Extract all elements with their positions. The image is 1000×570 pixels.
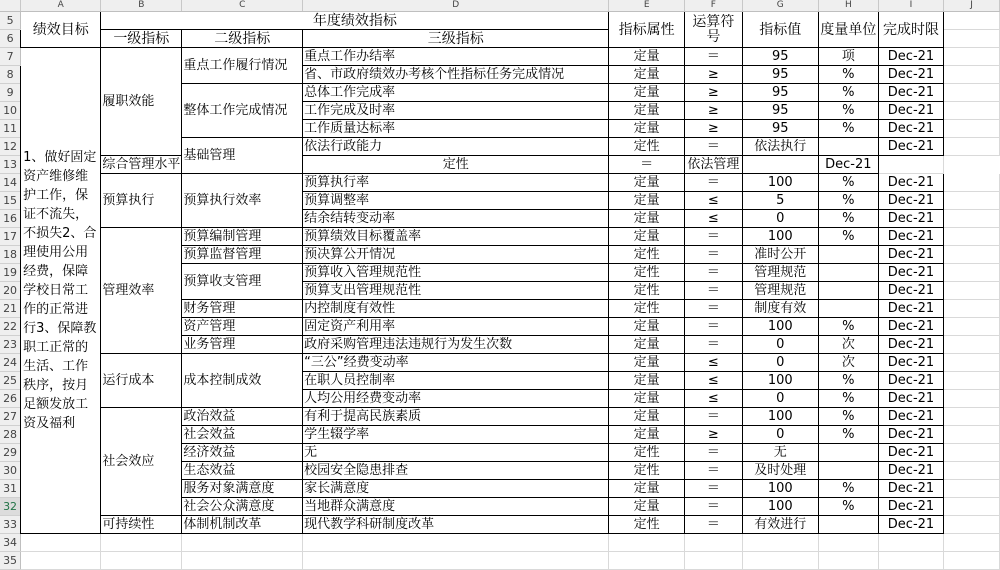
sheet-row — [0, 12, 1000, 30]
value-cell[interactable]: 95 — [742, 66, 818, 84]
attr-cell[interactable]: 定量 — [609, 426, 685, 444]
deadline-cell[interactable]: Dec-21 — [878, 354, 943, 372]
row-header[interactable]: 31 — [0, 480, 21, 498]
level3-indicator-cell[interactable]: 预算绩效目标覆盖率 — [303, 228, 609, 246]
deadline-cell[interactable]: Dec-21 — [878, 120, 943, 138]
value-cell[interactable]: 100 — [742, 174, 818, 192]
level3-indicator-cell[interactable]: 家长满意度 — [303, 480, 609, 498]
empty-cell[interactable] — [944, 138, 1000, 156]
deadline-cell[interactable]: Dec-21 — [878, 192, 943, 210]
attr-cell[interactable]: 定量 — [609, 66, 685, 84]
empty-cell[interactable] — [944, 30, 1000, 48]
deadline-cell[interactable]: Dec-21 — [878, 444, 943, 462]
row-header[interactable]: 25 — [0, 372, 21, 390]
level3-indicator-cell[interactable]: 预算收入管理规范性 — [303, 264, 609, 282]
row-header[interactable]: 22 — [0, 318, 21, 336]
level3-indicator-cell[interactable]: 当地群众满意度 — [303, 498, 609, 516]
row-header[interactable]: 23 — [0, 336, 21, 354]
deadline-cell[interactable]: Dec-21 — [878, 516, 943, 534]
empty-cell[interactable] — [944, 84, 1000, 102]
empty-cell[interactable] — [944, 534, 1000, 552]
operator-cell[interactable]: ≥ — [684, 120, 742, 138]
operator-header[interactable]: 运算符号 — [684, 12, 742, 48]
value-cell[interactable]: 0 — [742, 426, 818, 444]
unit-cell[interactable] — [818, 138, 878, 156]
attr-cell[interactable]: 定性 — [609, 300, 685, 318]
unit-cell[interactable]: 次 — [818, 354, 878, 372]
deadline-cell[interactable]: Dec-21 — [878, 426, 943, 444]
value-cell[interactable]: 95 — [742, 84, 818, 102]
level3-indicator-cell[interactable]: 依法行政能力 — [303, 138, 609, 156]
row-header[interactable]: 35 — [0, 552, 21, 570]
attr-cell[interactable]: 定量 — [609, 318, 685, 336]
goal-text-cell[interactable]: 1、做好固定资产维修维护工作，保证不流失，不损失2、合理使用公用经费，保障学校日常工作的正常进行3、保障教职工正常的生活、工作秩序，按月足额发放工资及福利 — [21, 48, 101, 534]
attr-cell[interactable]: 定性 — [609, 282, 685, 300]
unit-cell[interactable] — [818, 462, 878, 480]
row-header[interactable]: 16 — [0, 210, 21, 228]
value-cell[interactable]: 无 — [742, 444, 818, 462]
value-cell[interactable]: 管理规范 — [742, 282, 818, 300]
value-cell[interactable]: 制度有效 — [742, 300, 818, 318]
level3-indicator-cell[interactable]: 省、市政府绩效办考核个性指标任务完成情况 — [303, 66, 609, 84]
unit-cell[interactable]: % — [818, 480, 878, 498]
level2-indicator-cell[interactable]: 预算执行效率 — [182, 174, 303, 228]
empty-cell[interactable] — [303, 534, 609, 552]
row-header[interactable]: 9 — [0, 84, 21, 102]
unit-cell[interactable]: % — [818, 174, 878, 192]
operator-cell[interactable]: ≤ — [684, 390, 742, 408]
attr-cell[interactable]: 定量 — [609, 210, 685, 228]
level3-indicator-cell[interactable]: 人均公用经费变动率 — [303, 390, 609, 408]
table-row — [0, 174, 1000, 192]
row-header[interactable]: 7 — [0, 48, 21, 66]
empty-cell[interactable] — [878, 552, 943, 570]
value-cell[interactable]: 100 — [742, 372, 818, 390]
level3-header[interactable]: 三级指标 — [303, 30, 609, 48]
attr-cell[interactable]: 定量 — [609, 408, 685, 426]
unit-cell[interactable]: % — [818, 66, 878, 84]
level2-indicator-cell[interactable]: 体制机制改革 — [182, 516, 303, 534]
unit-cell[interactable]: % — [818, 372, 878, 390]
table-row — [0, 156, 1000, 174]
empty-cell[interactable] — [818, 534, 878, 552]
empty-cell[interactable] — [944, 282, 1000, 300]
unit-cell[interactable]: 次 — [818, 336, 878, 354]
value-header[interactable]: 指标值 — [742, 12, 818, 48]
level3-indicator-cell[interactable]: 有利于提高民族素质 — [303, 408, 609, 426]
deadline-cell[interactable]: Dec-21 — [878, 408, 943, 426]
deadline-cell[interactable]: Dec-21 — [878, 390, 943, 408]
empty-cell[interactable] — [944, 102, 1000, 120]
empty-cell[interactable] — [944, 210, 1000, 228]
attr-cell[interactable]: 定量 — [609, 102, 685, 120]
empty-cell[interactable] — [944, 174, 1000, 192]
level2-indicator-cell[interactable]: 社会公众满意度 — [182, 498, 303, 516]
operator-cell[interactable]: ＝ — [684, 516, 742, 534]
operator-cell[interactable]: ＝ — [684, 318, 742, 336]
level1-indicator-cell[interactable]: 运行成本 — [101, 354, 182, 408]
column-header-H[interactable]: H — [818, 0, 878, 12]
empty-cell[interactable] — [944, 390, 1000, 408]
unit-cell[interactable]: % — [818, 426, 878, 444]
level1-header[interactable]: 一级指标 — [101, 30, 182, 48]
attr-cell[interactable]: 定性 — [609, 246, 685, 264]
empty-cell[interactable] — [684, 552, 742, 570]
level1-indicator-cell[interactable]: 社会效应 — [101, 408, 182, 516]
annual-indicator-header[interactable]: 年度绩效指标 — [101, 12, 609, 30]
operator-cell[interactable]: ＝ — [684, 498, 742, 516]
table-row — [0, 516, 1000, 534]
attr-cell[interactable]: 定量 — [609, 498, 685, 516]
operator-cell[interactable]: ＝ — [684, 300, 742, 318]
row-header[interactable]: 18 — [0, 246, 21, 264]
attr-cell[interactable]: 定量 — [609, 372, 685, 390]
column-header-I[interactable]: I — [878, 0, 943, 12]
empty-cell[interactable] — [609, 552, 685, 570]
value-cell[interactable]: 0 — [742, 210, 818, 228]
attr-cell[interactable]: 定量 — [609, 228, 685, 246]
level2-indicator-cell[interactable]: 重点工作履行情况 — [182, 48, 303, 84]
empty-cell[interactable] — [944, 192, 1000, 210]
attr-cell[interactable]: 定性 — [303, 156, 609, 174]
value-cell[interactable]: 95 — [742, 48, 818, 66]
attr-cell[interactable]: 定量 — [609, 354, 685, 372]
empty-cell[interactable] — [182, 552, 303, 570]
attr-cell[interactable]: 定性 — [609, 444, 685, 462]
row-header[interactable]: 13 — [0, 156, 21, 174]
operator-cell[interactable]: ≤ — [684, 192, 742, 210]
deadline-cell[interactable]: Dec-21 — [878, 264, 943, 282]
empty-cell[interactable] — [944, 228, 1000, 246]
deadline-cell[interactable]: Dec-21 — [878, 480, 943, 498]
select-all-corner[interactable] — [0, 0, 21, 12]
value-cell[interactable]: 依法管理 — [684, 156, 742, 174]
row-header[interactable]: 28 — [0, 426, 21, 444]
unit-cell[interactable] — [818, 246, 878, 264]
row-header[interactable]: 34 — [0, 534, 21, 552]
unit-cell[interactable] — [818, 444, 878, 462]
operator-cell[interactable]: ＝ — [684, 282, 742, 300]
unit-cell[interactable] — [742, 156, 818, 174]
unit-cell[interactable]: 项 — [818, 48, 878, 66]
attr-cell[interactable]: 定量 — [609, 390, 685, 408]
operator-cell[interactable]: ≤ — [684, 354, 742, 372]
value-cell[interactable]: 5 — [742, 192, 818, 210]
operator-cell[interactable]: ≥ — [684, 66, 742, 84]
empty-cell[interactable] — [21, 552, 101, 570]
unit-cell[interactable]: % — [818, 228, 878, 246]
unit-cell[interactable]: % — [818, 120, 878, 138]
row-header[interactable]: 20 — [0, 282, 21, 300]
goal-header[interactable]: 绩效目标 — [21, 12, 101, 48]
deadline-cell[interactable]: Dec-21 — [878, 498, 943, 516]
deadline-cell[interactable]: Dec-21 — [878, 138, 943, 156]
level3-indicator-cell[interactable]: 内控制度有效性 — [303, 300, 609, 318]
deadline-cell[interactable]: Dec-21 — [818, 156, 878, 174]
level3-indicator-cell[interactable]: 工作质量达标率 — [303, 120, 609, 138]
operator-cell[interactable]: ＝ — [684, 138, 742, 156]
deadline-cell[interactable]: Dec-21 — [878, 300, 943, 318]
level2-indicator-cell[interactable]: 整体工作完成情况 — [182, 84, 303, 138]
value-cell[interactable]: 100 — [742, 498, 818, 516]
row-header[interactable]: 32 — [0, 498, 21, 516]
value-cell[interactable]: 0 — [742, 390, 818, 408]
operator-cell[interactable]: ≥ — [684, 102, 742, 120]
level3-indicator-cell[interactable]: 政府采购管理违法违规行为发生次数 — [303, 336, 609, 354]
empty-cell[interactable] — [182, 534, 303, 552]
unit-cell[interactable] — [818, 300, 878, 318]
row-header[interactable]: 6 — [0, 30, 21, 48]
level1-indicator-cell[interactable]: 管理效率 — [101, 228, 182, 354]
sheet-row — [0, 534, 1000, 552]
level2-indicator-cell[interactable]: 财务管理 — [182, 300, 303, 318]
level1-indicator-cell[interactable]: 可持续性 — [101, 516, 182, 534]
deadline-cell[interactable]: Dec-21 — [878, 336, 943, 354]
column-header-F[interactable]: F — [684, 0, 742, 12]
operator-cell[interactable]: ≥ — [684, 426, 742, 444]
empty-cell[interactable] — [101, 534, 182, 552]
attr-cell[interactable]: 定量 — [609, 192, 685, 210]
operator-cell[interactable]: ≥ — [684, 84, 742, 102]
row-header[interactable]: 33 — [0, 516, 21, 534]
operator-cell[interactable]: ＝ — [684, 174, 742, 192]
empty-cell[interactable] — [684, 534, 742, 552]
column-header-A[interactable]: A — [21, 0, 101, 12]
unit-cell[interactable]: % — [818, 390, 878, 408]
empty-cell[interactable] — [878, 534, 943, 552]
row-header[interactable]: 11 — [0, 120, 21, 138]
operator-cell[interactable]: ≤ — [684, 210, 742, 228]
empty-cell[interactable] — [944, 318, 1000, 336]
sheet-row — [0, 552, 1000, 570]
row-header[interactable]: 29 — [0, 444, 21, 462]
level3-indicator-cell[interactable]: 校园安全隐患排查 — [303, 462, 609, 480]
row-header[interactable]: 8 — [0, 66, 21, 84]
empty-cell[interactable] — [742, 552, 818, 570]
level2-indicator-cell[interactable]: 生态效益 — [182, 462, 303, 480]
table-row — [0, 408, 1000, 426]
empty-cell[interactable] — [944, 408, 1000, 426]
level2-indicator-cell[interactable]: 成本控制成效 — [182, 354, 303, 408]
unit-cell[interactable] — [818, 516, 878, 534]
unit-cell[interactable]: % — [818, 102, 878, 120]
deadline-cell[interactable]: Dec-21 — [878, 174, 943, 192]
empty-cell[interactable] — [944, 498, 1000, 516]
value-cell[interactable]: 管理规范 — [742, 264, 818, 282]
empty-cell[interactable] — [944, 444, 1000, 462]
level3-indicator-cell[interactable]: 预算支出管理规范性 — [303, 282, 609, 300]
value-cell[interactable]: 100 — [742, 228, 818, 246]
unit-cell[interactable]: % — [818, 192, 878, 210]
deadline-cell[interactable]: Dec-21 — [878, 282, 943, 300]
empty-cell[interactable] — [101, 552, 182, 570]
empty-cell[interactable] — [303, 552, 609, 570]
empty-cell[interactable] — [944, 66, 1000, 84]
attr-header[interactable]: 指标属性 — [609, 12, 685, 48]
row-header[interactable]: 12 — [0, 138, 21, 156]
attr-cell[interactable]: 定量 — [609, 48, 685, 66]
row-header[interactable]: 10 — [0, 102, 21, 120]
row-header[interactable]: 24 — [0, 354, 21, 372]
attr-cell[interactable]: 定性 — [609, 264, 685, 282]
empty-cell[interactable] — [944, 336, 1000, 354]
empty-cell[interactable] — [944, 354, 1000, 372]
unit-cell[interactable]: % — [818, 408, 878, 426]
level3-indicator-cell[interactable]: 无 — [303, 444, 609, 462]
unit-cell[interactable] — [818, 264, 878, 282]
column-header-J[interactable]: J — [944, 0, 1000, 12]
value-cell[interactable]: 0 — [742, 336, 818, 354]
attr-cell[interactable]: 定量 — [609, 120, 685, 138]
empty-cell[interactable] — [944, 12, 1000, 30]
attr-cell[interactable]: 定性 — [609, 138, 685, 156]
level2-indicator-cell[interactable]: 资产管理 — [182, 318, 303, 336]
level2-indicator-cell[interactable]: 业务管理 — [182, 336, 303, 354]
empty-cell[interactable] — [944, 426, 1000, 444]
row-header[interactable]: 30 — [0, 462, 21, 480]
empty-cell[interactable] — [944, 552, 1000, 570]
level3-indicator-cell[interactable]: 总体工作完成率 — [303, 84, 609, 102]
operator-cell[interactable]: ＝ — [684, 462, 742, 480]
level3-indicator-cell[interactable]: 在职人员控制率 — [303, 372, 609, 390]
level3-indicator-cell[interactable]: 预算调整率 — [303, 192, 609, 210]
column-header-C[interactable]: C — [182, 0, 303, 12]
level2-indicator-cell[interactable]: 社会效益 — [182, 426, 303, 444]
value-cell[interactable]: 95 — [742, 102, 818, 120]
value-cell[interactable]: 100 — [742, 318, 818, 336]
value-cell[interactable]: 及时处理 — [742, 462, 818, 480]
operator-cell[interactable]: ＝ — [684, 444, 742, 462]
level3-indicator-cell[interactable]: 现代教学科研制度改革 — [303, 516, 609, 534]
level3-indicator-cell[interactable]: 综合管理水平 — [102, 156, 181, 172]
column-header-G[interactable]: G — [742, 0, 818, 12]
empty-cell[interactable] — [944, 264, 1000, 282]
row-header[interactable]: 14 — [0, 174, 21, 192]
level3-indicator-cell[interactable]: 预算执行率 — [303, 174, 609, 192]
unit-cell[interactable]: % — [818, 318, 878, 336]
empty-cell[interactable] — [818, 552, 878, 570]
value-cell[interactable]: 依法执行 — [742, 138, 818, 156]
column-header-E[interactable]: E — [609, 0, 685, 12]
operator-cell[interactable]: ＝ — [684, 228, 742, 246]
empty-cell[interactable] — [944, 480, 1000, 498]
deadline-cell[interactable]: Dec-21 — [878, 462, 943, 480]
operator-cell[interactable]: ＝ — [609, 156, 685, 174]
column-header-row — [0, 0, 1000, 12]
operator-cell[interactable]: ＝ — [684, 264, 742, 282]
empty-cell[interactable] — [21, 534, 101, 552]
attr-cell[interactable]: 定量 — [609, 174, 685, 192]
deadline-header[interactable]: 完成时限 — [878, 12, 943, 48]
row-header[interactable]: 27 — [0, 408, 21, 426]
value-cell[interactable]: 准时公开 — [742, 246, 818, 264]
level1-indicator-cell[interactable]: 履职效能 — [101, 48, 182, 156]
deadline-cell[interactable]: Dec-21 — [878, 318, 943, 336]
attr-cell[interactable]: 定量 — [609, 84, 685, 102]
column-header-D[interactable]: D — [303, 0, 609, 12]
deadline-cell[interactable]: Dec-21 — [878, 228, 943, 246]
empty-cell[interactable] — [944, 246, 1000, 264]
unit-cell[interactable] — [818, 282, 878, 300]
level2-indicator-cell[interactable]: 预算监督管理 — [182, 246, 303, 264]
level3-indicator-cell[interactable]: 重点工作办结率 — [303, 48, 609, 66]
attr-cell[interactable]: 定量 — [609, 336, 685, 354]
attr-cell[interactable]: 定性 — [609, 462, 685, 480]
deadline-cell[interactable]: Dec-21 — [878, 372, 943, 390]
level2-indicator-cell[interactable]: 预算收支管理 — [182, 264, 303, 300]
operator-cell[interactable]: ＝ — [684, 246, 742, 264]
level2-indicator-cell[interactable]: 基础管理 — [182, 138, 303, 174]
operator-cell[interactable]: ＝ — [684, 480, 742, 498]
row-header[interactable]: 21 — [0, 300, 21, 318]
level3-indicator-cell[interactable]: 学生辍学率 — [303, 426, 609, 444]
empty-cell[interactable] — [944, 462, 1000, 480]
row-header[interactable]: 17 — [0, 228, 21, 246]
table-row — [0, 228, 1000, 246]
level2-indicator-cell[interactable]: 预算编制管理 — [182, 228, 303, 246]
value-cell[interactable]: 95 — [742, 120, 818, 138]
value-cell[interactable]: 0 — [742, 354, 818, 372]
deadline-cell[interactable]: Dec-21 — [878, 66, 943, 84]
operator-cell[interactable]: ＝ — [684, 48, 742, 66]
unit-header[interactable]: 度量单位 — [818, 12, 878, 48]
column-header-B[interactable]: B — [101, 0, 182, 12]
empty-cell[interactable] — [609, 534, 685, 552]
row-header[interactable]: 26 — [0, 390, 21, 408]
empty-cell[interactable] — [944, 300, 1000, 318]
row-header[interactable]: 19 — [0, 264, 21, 282]
empty-cell[interactable] — [944, 372, 1000, 390]
value-cell[interactable]: 100 — [742, 408, 818, 426]
operator-cell[interactable]: ≤ — [684, 372, 742, 390]
unit-cell[interactable]: % — [818, 84, 878, 102]
unit-cell[interactable]: % — [818, 210, 878, 228]
level3-indicator-cell[interactable]: 结余结转变动率 — [303, 210, 609, 228]
row-header[interactable]: 15 — [0, 192, 21, 210]
level2-header[interactable]: 二级指标 — [182, 30, 303, 48]
row-header[interactable]: 5 — [0, 12, 21, 30]
table-row — [0, 48, 1000, 66]
operator-cell[interactable]: ＝ — [684, 336, 742, 354]
deadline-cell[interactable]: Dec-21 — [878, 102, 943, 120]
level2-indicator-cell[interactable]: 服务对象满意度 — [182, 480, 303, 498]
level3-indicator-cell[interactable]: 工作完成及时率 — [303, 102, 609, 120]
deadline-cell[interactable]: Dec-21 — [878, 246, 943, 264]
empty-cell[interactable] — [878, 156, 943, 174]
value-cell[interactable]: 100 — [742, 480, 818, 498]
empty-cell[interactable] — [742, 534, 818, 552]
deadline-cell[interactable]: Dec-21 — [878, 84, 943, 102]
attr-cell[interactable]: 定性 — [609, 516, 685, 534]
deadline-cell[interactable]: Dec-21 — [878, 48, 943, 66]
empty-cell[interactable] — [944, 120, 1000, 138]
attr-cell[interactable]: 定量 — [609, 480, 685, 498]
value-cell[interactable]: 有效进行 — [742, 516, 818, 534]
level3-indicator-cell[interactable]: 预决算公开情况 — [303, 246, 609, 264]
level1-indicator-cell[interactable]: 预算执行 — [101, 174, 182, 228]
empty-cell[interactable] — [944, 48, 1000, 66]
unit-cell[interactable]: % — [818, 498, 878, 516]
level3-indicator-cell[interactable]: “三公”经费变动率 — [303, 354, 609, 372]
table-row — [0, 354, 1000, 372]
operator-cell[interactable]: ＝ — [684, 408, 742, 426]
deadline-cell[interactable]: Dec-21 — [878, 210, 943, 228]
level3-indicator-cell[interactable]: 固定资产利用率 — [303, 318, 609, 336]
empty-cell[interactable] — [944, 516, 1000, 534]
level2-indicator-cell[interactable]: 政治效益 — [182, 408, 303, 426]
level2-indicator-cell[interactable]: 经济效益 — [182, 444, 303, 462]
